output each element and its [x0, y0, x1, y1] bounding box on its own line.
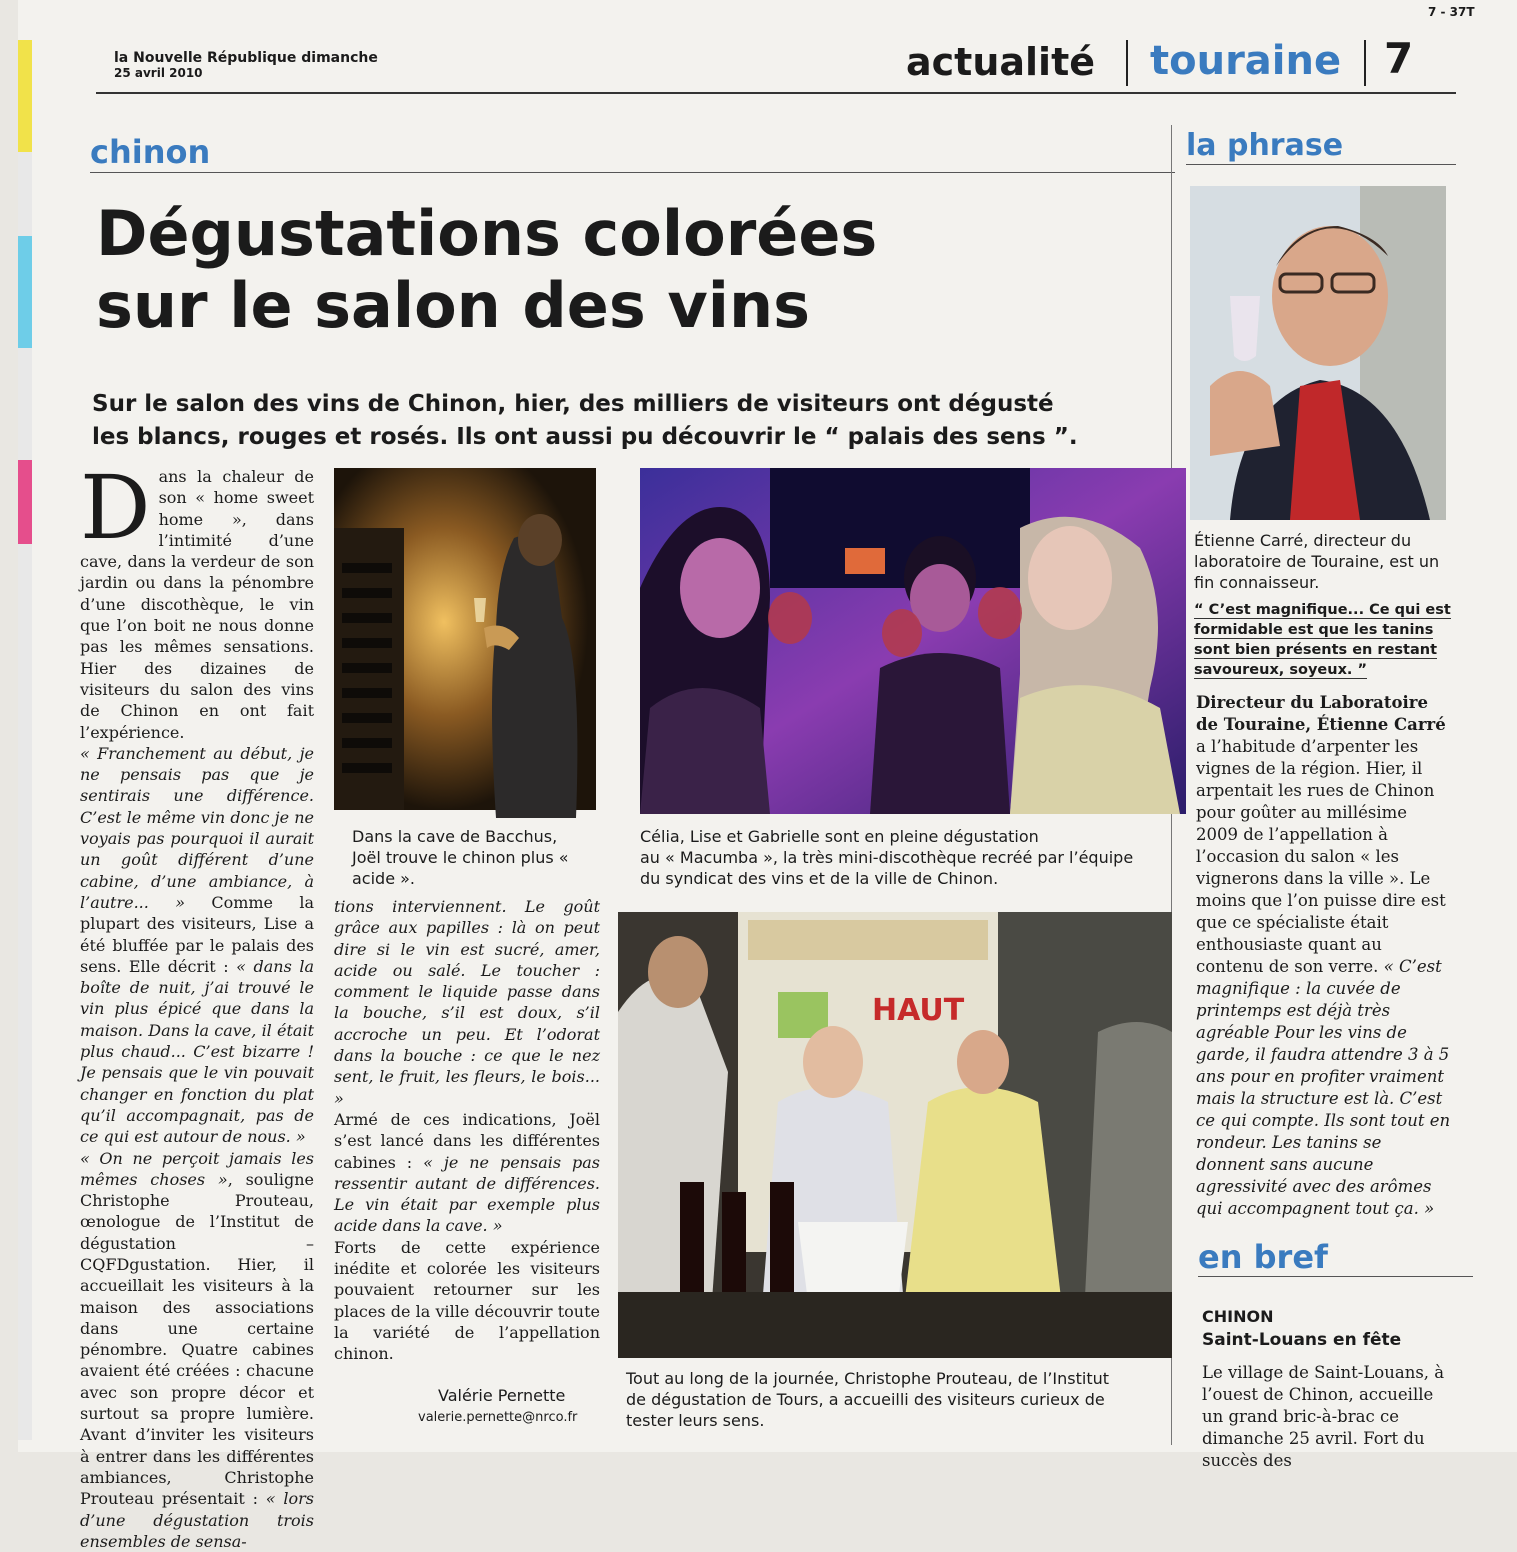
col1-quote-4: « lors d’une dégustation trois ensembles de sensa- [80, 1489, 314, 1551]
brief-text: Le village de Saint-Louans, à l’ouest de Chinon, accueille un grand bric-à-brac ce dimanche 25 avril. Fort du succès des [1202, 1363, 1445, 1470]
lede-line-2: les blancs, rouges et rosés. Ils ont aussi pu découvrir le “ palais des sens ”. [92, 424, 1078, 450]
article-title [96, 198, 1176, 342]
portrait-photo [1190, 186, 1446, 520]
tasting-stand-photo-art [618, 912, 1172, 1358]
publication-date: 25 avril 2010 [114, 66, 203, 80]
disco-photo [640, 468, 1186, 814]
header-separator [1364, 40, 1366, 86]
disco-caption-line-3: du syndicat des vins et de la ville de Chinon. [640, 869, 999, 888]
disco-caption-line-1: Célia, Lise et Gabrielle sont en pleine dégustation [640, 827, 1039, 846]
col2-paragraph-2: Forts de cette expérience inédite et colorée les visiteurs pouvaient retourner sur les places de la ville découvrir toute la variété de l’appellation chinon. [334, 1237, 600, 1364]
article-column-1 [80, 456, 314, 1551]
stand-caption-line-1: Tout au long de la journée, Christophe Prouteau, de l’Institut [626, 1369, 1110, 1388]
portrait-caption: Étienne Carré, directeur du laboratoire de Touraine, est un fin connaisseur. [1194, 531, 1440, 592]
tasting-stand-caption [626, 1368, 1166, 1431]
cellar-photo [334, 468, 596, 810]
disco-photo-art [640, 468, 1186, 814]
col1-paragraph-1: ans la chaleur de son « home sweet home », dans l’intimité d’une cave, dans la verdeur de son jardin ou dans la pénombre d’une discothèque, le vin que l’on boit ne nous donne pas les mêmes sensations. Hier des dizaines de visiteurs du salon des vins de Chinon en ont fait l’expérience. [80, 467, 314, 742]
header-rule [96, 92, 1456, 94]
sidebar-body [1196, 692, 1454, 1220]
portrait-photo-art [1190, 186, 1446, 520]
kicker-rule [90, 172, 1175, 173]
col1-quote-2: « dans la boîte de nuit, j’ai trouvé le vin plus épicé que dans la maison. Dans la cave, il était plus chaud... C’est bizarre ! Je pensais que le vin pouvait changer en fonction du plat qu’il accompagnait, pas de ce qui est autour de nous. » [80, 956, 314, 1147]
article-column-2 [334, 896, 601, 1364]
col2-quote-2: « je ne pensais pas ressentir autant de différences. Le vin était par exemple plus acide dans la cave. » [334, 1152, 601, 1236]
print-color-bar [18, 40, 32, 1440]
col1-paragraph-3: , souligne Christophe Prouteau, œnologue de l’Institut de dégustation – CQFDgustation. Hier, il accueillait les visiteurs à la maison des associations dans une certaine pénombre. Quatre cabines avaient été créées : chacune avec son propre décor et surtout sa propre lumière. Avant d’inviter les visiteurs à entrer dans les différentes ambiances, Christophe Prouteau présentait : [80, 1169, 314, 1509]
author-name: Valérie Pernette [438, 1386, 566, 1405]
header-separator [1126, 40, 1128, 86]
sidebar-body-lead: Directeur du Laboratoire de Touraine, Étienne Carré [1196, 693, 1446, 734]
article-lede [92, 388, 1202, 454]
sidebar-body-text: a l’habitude d’arpenter les vignes de la région. Hier, il arpentait les rues de Chinon pour goûter au millésime 2009 de l’appellation à l’occasion du salon « les vignerons dans la ville ». Le moins que l’on puisse dire est que ce spécialiste était enthousiaste quant au contenu de son verre. [1196, 737, 1446, 976]
author-email[interactable]: valerie.pernette@nrco.fr [418, 1410, 578, 1425]
brief-title: Saint-Louans en fête [1202, 1330, 1402, 1350]
sidebar-quote [1194, 600, 1456, 680]
brief-rule [1198, 1276, 1473, 1277]
edition-code: 7 - 37T [1428, 5, 1475, 19]
col1-quote-1: « Franchement au début, je ne pensais pas que je sentirais une différence. C’est le même vin donc je ne voyais pas pourquoi il aurait un goût différent d’une cabine, d’une ambiance, à l’autre... » [80, 743, 314, 912]
drop-cap: D [80, 456, 151, 559]
newspaper-page [18, 0, 1517, 1551]
col1-paragraph-2: Comme la plupart des visiteurs, Lise a été bluffée par le palais des sens. Elle décrit : [80, 892, 314, 976]
publication-name: la Nouvelle République dimanche [114, 50, 378, 66]
disco-photo-caption [640, 826, 1180, 889]
page-number: 7 [1384, 34, 1414, 83]
sidebar-quote-text: “ C’est magnifique... Ce qui est formidable est que les tanins sont bien présents en restant savoureux, soyeux. ” [1194, 602, 1451, 678]
brief-heading: en bref [1198, 1238, 1328, 1276]
region-label: touraine [1150, 38, 1342, 84]
title-line-1: Dégustations colorées [96, 197, 878, 270]
col2-paragraph-1: Armé de ces indications, Joël s’est lancé dans les différentes cabines : [334, 1109, 600, 1172]
col1-quote-3: « On ne perçoit jamais les mêmes choses » [80, 1148, 314, 1189]
tasting-stand-photo [618, 912, 1172, 1358]
title-line-2: sur le salon des vins [96, 269, 811, 342]
brief-town: CHINON [1202, 1307, 1274, 1326]
stand-caption-line-3: tester leurs sens. [626, 1411, 765, 1430]
sidebar-heading-rule [1186, 164, 1456, 165]
haut-sign-text: HAUT [872, 993, 965, 1028]
lede-line-1: Sur le salon des vins de Chinon, hier, des milliers de visiteurs ont dégusté [92, 391, 1054, 417]
article-kicker: chinon [90, 133, 211, 171]
stand-caption-line-2: de dégustation de Tours, a accueilli des visiteurs curieux de [626, 1390, 1105, 1409]
col2-quote-1: tions interviennent. Le goût grâce aux papilles : là on peut dire si le vin est sucré, amer, acide ou salé. Le toucher : comment le liquide passe dans la bouche, s’il est doux, s’il accroche un peu. Et l’odorat dans la bouche : ce que le nez sent, le fruit, les fleurs, le bois... » [334, 897, 600, 1108]
sidebar-heading: la phrase [1186, 128, 1344, 163]
cellar-photo-art [334, 468, 596, 810]
cellar-photo-caption: Dans la cave de Bacchus, Joël trouve le chinon plus « acide ». [352, 827, 569, 888]
disco-caption-line-2: au « Macumba », la très mini-discothèque recréé par l’équipe [640, 848, 1134, 867]
sidebar-body-quote: « C’est magnifique : la cuvée de printemps est déjà très agréable Pour les vins de garde, il faudra attendre 3 à 5 ans pour en profiter vraiment mais la structure est là. C’est ce qui compte. Ils sont tout en rondeur. Les tanins se donnent sans aucune agressivité avec des arômes qui accompagnent tout ça. » [1196, 957, 1451, 1218]
section-label: actualité [906, 40, 1096, 84]
